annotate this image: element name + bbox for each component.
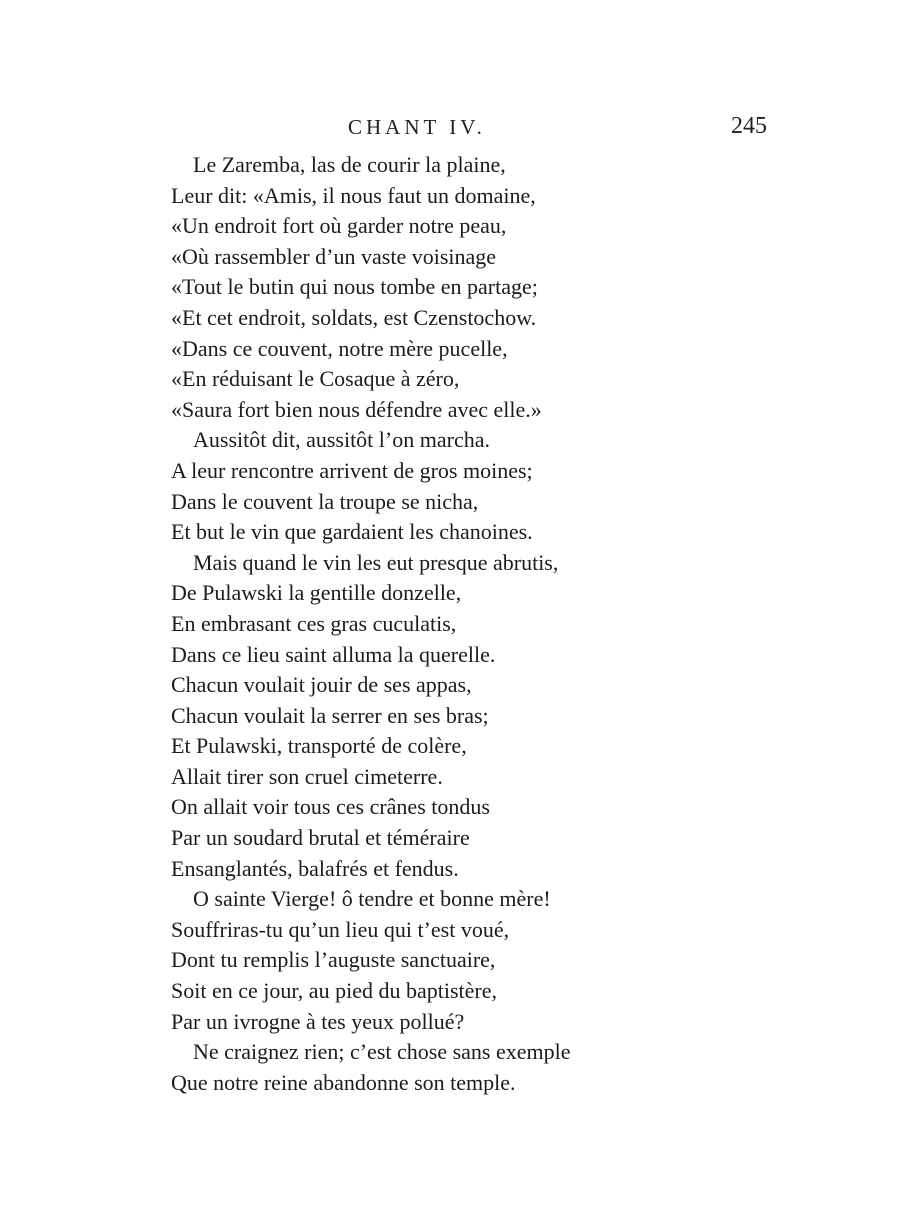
verse-line: Et but le vin que gardaient les chanoines. (171, 519, 533, 545)
verse-line: Dans le couvent la troupe se nicha, (171, 488, 479, 514)
verse-line: Par un soudard brutal et téméraire (171, 825, 470, 851)
verse-line: En embrasant ces gras cuculatis, (171, 610, 457, 636)
verse-line: «Un endroit fort où garder notre peau, (171, 213, 507, 239)
verse-line: Ensanglantés, balafrés et fendus. (171, 855, 459, 881)
verse-line: De Pulawski la gentille donzelle, (171, 580, 462, 606)
page-number: 245 (731, 113, 767, 139)
verse-line: Allait tirer son cruel cimeterre. (171, 763, 443, 789)
verse-line: Soit en ce jour, au pied du baptistère, (171, 978, 497, 1004)
verse-line: «En réduisant le Cosaque à zéro, (171, 366, 460, 392)
verse-line: A leur rencontre arrivent de gros moines; (171, 457, 533, 483)
verse-line: Souffriras-tu qu’un lieu qui t’est voué, (171, 916, 510, 942)
verse-line: Que notre reine abandonne son temple. (171, 1069, 516, 1095)
verse-line: «Dans ce couvent, notre mère pucelle, (171, 335, 508, 361)
verse-line: Et Pulawski, transporté de colère, (171, 733, 467, 759)
verse-line: Chacun voulait la serrer en ses bras; (171, 702, 489, 728)
verse-line: «Et cet endroit, soldats, est Czenstochow. (171, 304, 537, 330)
verse-line: On allait voir tous ces crânes tondus (171, 794, 490, 820)
verse-line: «Tout le butin qui nous tombe en partage; (171, 274, 538, 300)
verse-line: Mais quand le vin les eut presque abrutis, (193, 549, 559, 575)
verse-line: «Saura fort bien nous défendre avec elle.» (171, 396, 542, 422)
verse-line: Le Zaremba, las de courir la plaine, (193, 152, 506, 177)
chapter-title: CHANT IV. (348, 115, 486, 139)
verse-line: «Où rassembler d’un vaste voisinage (171, 243, 497, 269)
verse-block (171, 150, 831, 1098)
verse-line: O sainte Vierge! ô tendre et bonne mère! (193, 886, 551, 912)
verse-line: Aussitôt dit, aussitôt l’on marcha. (193, 427, 490, 453)
verse-line: Dans ce lieu saint alluma la querelle. (171, 641, 496, 667)
verse-line: Leur dit: «Amis, il nous faut un domaine, (171, 182, 536, 208)
running-head (0, 112, 900, 146)
verse-line: Ne craignez rien; c’est chose sans exemple (193, 1039, 571, 1065)
verse-line: Par un ivrogne à tes yeux pollué? (171, 1008, 465, 1034)
verse-line: Chacun voulait jouir de ses appas, (171, 672, 472, 698)
verse-line: Dont tu remplis l’auguste sanctuaire, (171, 947, 496, 973)
